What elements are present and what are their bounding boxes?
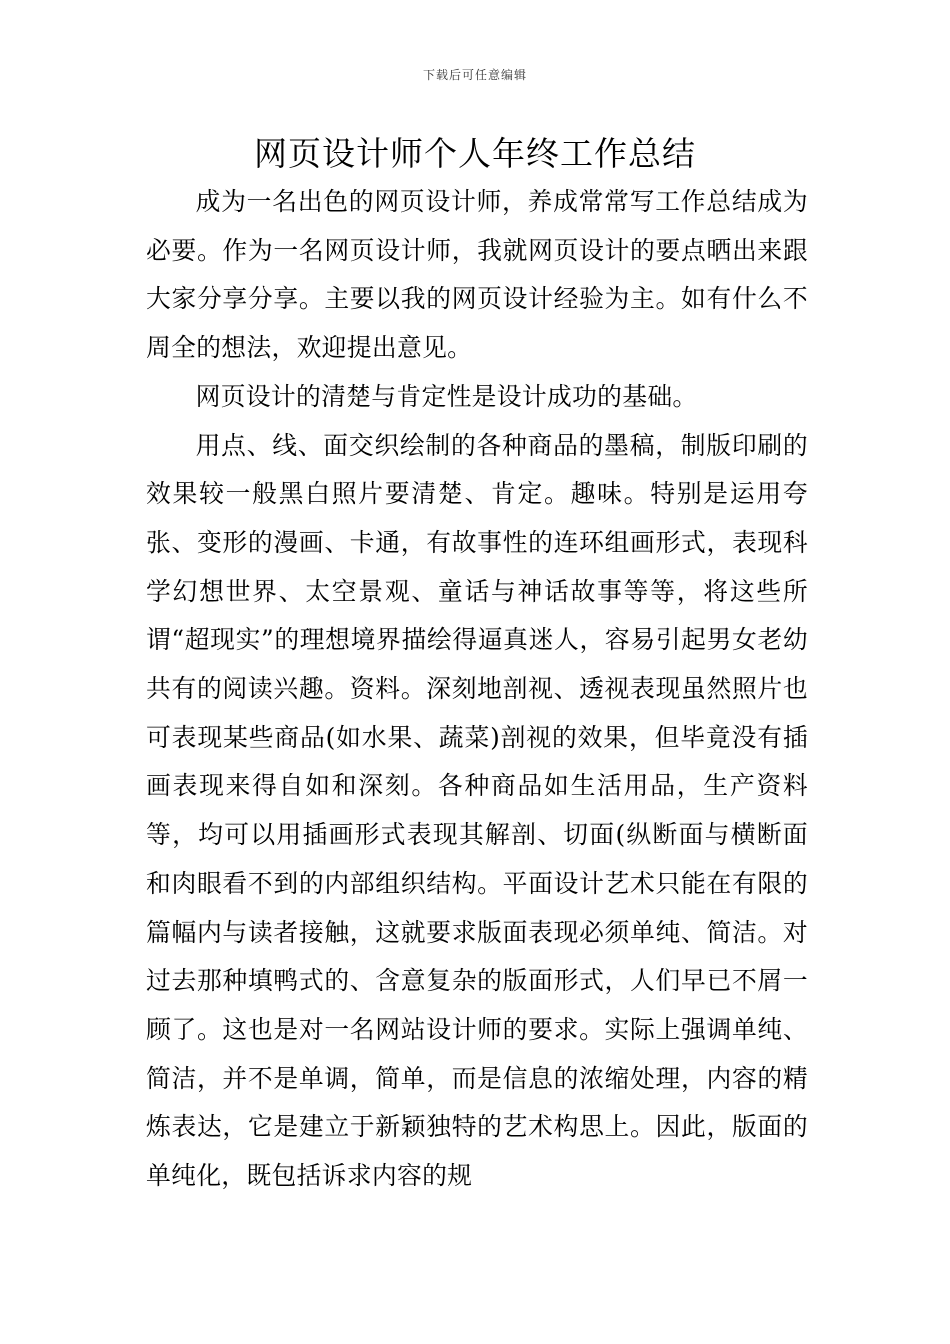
- document-title: 网页设计师个人年终工作总结: [254, 134, 696, 173]
- paragraph-intro: 成为一名出色的网页设计师，养成常常写工作总结成为必要。作为一名网页设计师，我就网页设计的要点晒出来跟大家分享分享。主要以我的网页设计经验为主。如有什么不周全的想法，欢迎提出意见。: [146, 187, 808, 363]
- paragraph-illustration: 用点、线、面交织绘制的各种商品的墨稿，制版印刷的效果较一般黑白照片要清楚、肯定。趣味。特别是运用夸张、变形的漫画、卡通，有故事性的连环组画形式，表现科学幻想世界、太空景观、童话与神话故事等等，将这些所谓“超现实”的理想境界描绘得逼真迷人，容易引起男女老幼共有的阅读兴趣。资料。深刻地剖视、透视表现虽然照片也可表现某些商品(如水果、蔬菜)剖视的效果，但毕竟没有插画表现来得自如和深刻。各种商品如生活用品，生产资料等，均可以用插画形式表现其解剖、切面(纵断面与横断面和肉眼看不到的内部组织结构。平面设计艺术只能在有限的篇幅内与读者接触，这就要求版面表现必须单纯、简洁。对过去那种填鸭式的、含意复杂的版面形式，人们早已不屑一顾了。这也是对一名网站设计师的要求。实际上强调单纯、简洁，并不是单调，简单，而是信息的浓缩处理，内容的精炼表达，它是建立于新颖独特的艺术构思上。因此，版面的单纯化，既包括诉求内容的规: [146, 430, 808, 1191]
- paragraph-clarity: 网页设计的清楚与肯定性是设计成功的基础。: [195, 381, 698, 411]
- document-body: [146, 178, 808, 1201]
- header-note: 下载后可任意编辑: [422, 68, 527, 82]
